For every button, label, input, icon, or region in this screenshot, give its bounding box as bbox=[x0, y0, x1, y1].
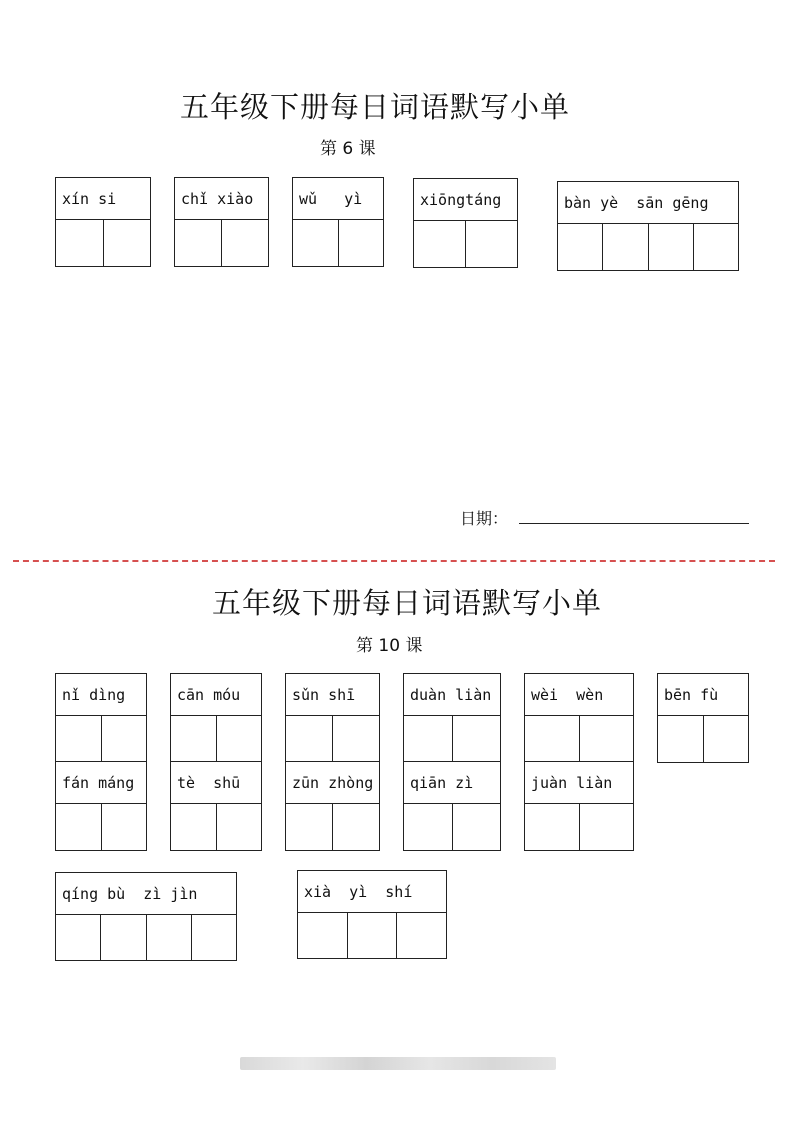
character-writing-cell[interactable] bbox=[175, 220, 222, 266]
character-writing-cell[interactable] bbox=[104, 220, 151, 266]
character-writing-cell[interactable] bbox=[525, 716, 580, 762]
character-writing-cell[interactable] bbox=[453, 804, 501, 850]
character-writing-cell[interactable] bbox=[658, 716, 704, 762]
writing-cells bbox=[56, 716, 146, 762]
word-box bbox=[524, 761, 634, 851]
word-box bbox=[557, 181, 739, 271]
character-writing-cell[interactable] bbox=[293, 220, 339, 266]
character-writing-cell[interactable] bbox=[525, 804, 580, 850]
character-writing-cell[interactable] bbox=[171, 804, 217, 850]
character-writing-cell[interactable] bbox=[56, 804, 102, 850]
character-writing-cell[interactable] bbox=[333, 716, 379, 762]
character-writing-cell[interactable] bbox=[603, 224, 648, 270]
word-box bbox=[292, 177, 384, 267]
word-box bbox=[413, 178, 518, 268]
writing-cells bbox=[404, 804, 500, 850]
cut-line-divider bbox=[13, 560, 775, 562]
writing-cells bbox=[171, 716, 261, 762]
writing-cells bbox=[56, 915, 236, 960]
character-writing-cell[interactable] bbox=[348, 913, 398, 958]
word-box bbox=[403, 673, 501, 763]
character-writing-cell[interactable] bbox=[217, 716, 262, 762]
pinyin-label: tè shū bbox=[171, 762, 261, 804]
writing-cells bbox=[293, 220, 383, 266]
pinyin-label: wèi wèn bbox=[525, 674, 633, 716]
word-box bbox=[524, 673, 634, 763]
character-writing-cell[interactable] bbox=[649, 224, 694, 270]
writing-cells bbox=[658, 716, 748, 762]
date-input-line[interactable] bbox=[519, 523, 749, 524]
blurred-footer-watermark bbox=[240, 1057, 556, 1070]
character-writing-cell[interactable] bbox=[56, 915, 101, 960]
pinyin-label: qíng bù zì jìn bbox=[56, 873, 236, 915]
pinyin-label: wǔ yì bbox=[293, 178, 383, 220]
character-writing-cell[interactable] bbox=[171, 716, 217, 762]
character-writing-cell[interactable] bbox=[286, 716, 333, 762]
pinyin-label: bēn fù bbox=[658, 674, 748, 716]
character-writing-cell[interactable] bbox=[333, 804, 379, 850]
pinyin-label: xià yì shí bbox=[298, 871, 446, 913]
word-box bbox=[55, 673, 147, 763]
character-writing-cell[interactable] bbox=[56, 220, 104, 266]
character-writing-cell[interactable] bbox=[298, 913, 348, 958]
word-box bbox=[285, 761, 380, 851]
character-writing-cell[interactable] bbox=[339, 220, 384, 266]
writing-cells bbox=[171, 804, 261, 850]
pinyin-label: chǐ xiào bbox=[175, 178, 268, 220]
word-box bbox=[55, 872, 237, 961]
word-box bbox=[55, 761, 147, 851]
character-writing-cell[interactable] bbox=[192, 915, 236, 960]
character-writing-cell[interactable] bbox=[558, 224, 603, 270]
pinyin-label: fán máng bbox=[56, 762, 146, 804]
character-writing-cell[interactable] bbox=[101, 915, 146, 960]
pinyin-label: duàn liàn bbox=[404, 674, 500, 716]
writing-cells bbox=[525, 804, 633, 850]
word-box bbox=[174, 177, 269, 267]
pinyin-label: sǔn shī bbox=[286, 674, 379, 716]
character-writing-cell[interactable] bbox=[453, 716, 501, 762]
character-writing-cell[interactable] bbox=[466, 221, 517, 267]
character-writing-cell[interactable] bbox=[102, 716, 147, 762]
character-writing-cell[interactable] bbox=[704, 716, 749, 762]
writing-cells bbox=[286, 716, 379, 762]
character-writing-cell[interactable] bbox=[404, 716, 453, 762]
writing-cells bbox=[558, 224, 738, 270]
character-writing-cell[interactable] bbox=[694, 224, 738, 270]
writing-cells bbox=[56, 804, 146, 850]
sheet2-lesson-number: 第 10 课 bbox=[356, 636, 423, 656]
writing-cells bbox=[404, 716, 500, 762]
writing-cells bbox=[286, 804, 379, 850]
character-writing-cell[interactable] bbox=[580, 716, 634, 762]
character-writing-cell[interactable] bbox=[397, 913, 446, 958]
pinyin-label: bàn yè sān gēng bbox=[558, 182, 738, 224]
sheet2-title: 五年级下册每日词语默写小单 bbox=[212, 586, 603, 620]
word-box bbox=[170, 673, 262, 763]
writing-cells bbox=[414, 221, 517, 267]
writing-cells bbox=[525, 716, 633, 762]
sheet1-title: 五年级下册每日词语默写小单 bbox=[180, 90, 571, 124]
word-box bbox=[657, 673, 749, 763]
character-writing-cell[interactable] bbox=[404, 804, 453, 850]
character-writing-cell[interactable] bbox=[286, 804, 333, 850]
character-writing-cell[interactable] bbox=[222, 220, 268, 266]
writing-cells bbox=[56, 220, 150, 266]
pinyin-label: xiōngtáng bbox=[414, 179, 517, 221]
character-writing-cell[interactable] bbox=[102, 804, 147, 850]
writing-cells bbox=[298, 913, 446, 958]
word-box bbox=[285, 673, 380, 763]
pinyin-label: juàn liàn bbox=[525, 762, 633, 804]
word-box bbox=[55, 177, 151, 267]
sheet1-lesson-number: 第 6 课 bbox=[320, 139, 376, 159]
pinyin-label: zūn zhòng bbox=[286, 762, 379, 804]
word-box bbox=[403, 761, 501, 851]
character-writing-cell[interactable] bbox=[147, 915, 192, 960]
character-writing-cell[interactable] bbox=[580, 804, 634, 850]
date-label: 日期： bbox=[460, 509, 509, 528]
writing-cells bbox=[175, 220, 268, 266]
word-box bbox=[297, 870, 447, 959]
pinyin-label: nǐ dìng bbox=[56, 674, 146, 716]
pinyin-label: xín si bbox=[56, 178, 150, 220]
word-box bbox=[170, 761, 262, 851]
character-writing-cell[interactable] bbox=[56, 716, 102, 762]
character-writing-cell[interactable] bbox=[414, 221, 466, 267]
character-writing-cell[interactable] bbox=[217, 804, 262, 850]
pinyin-label: qiān zì bbox=[404, 762, 500, 804]
pinyin-label: cān móu bbox=[171, 674, 261, 716]
